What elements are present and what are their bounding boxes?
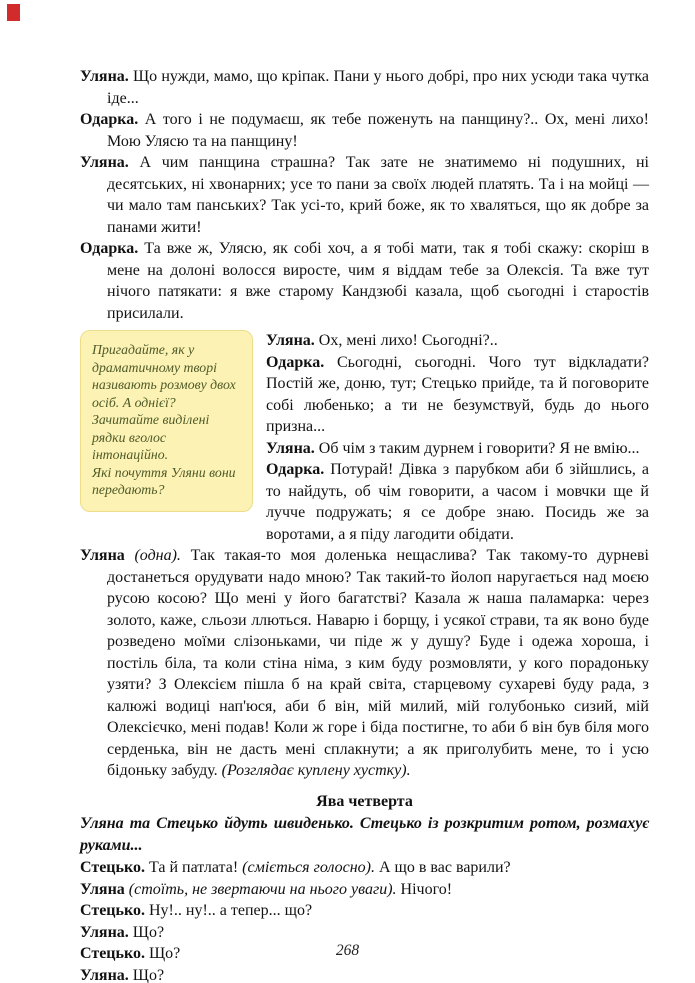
dialogue-text: Що? [128, 966, 165, 983]
aside-text-line: Зачитайте виділені рядки вголос інтонаційно. [92, 412, 210, 462]
speaker-name: Уляна. [266, 439, 315, 457]
dialogue-text: А чим панщина страшна? Так зате не знатимемо ні подушних, ні десятських, ні хвонарних; усе то пани за своїх людей платять. Та і на мойці — чи мало там панських? Так усі-то, крий боже, як то хваляться, що як добре за панами жити! [107, 154, 649, 236]
dialogue-text: Що нужди, мамо, що кріпак. Пани у нього добрі, про них усюди така чутка іде... [107, 68, 649, 107]
dialogue-text: Ох, мені лихо! Сьогодні?.. [314, 332, 498, 349]
speaker-name: Стецько. [80, 902, 145, 919]
aside-text-line: Які почуття Уляни вони передають? [92, 464, 236, 497]
speaker-name: Уляна. [80, 154, 129, 171]
uliana-monologue-section [80, 545, 649, 782]
speaker-name: Одарка. [266, 353, 325, 371]
dialogue-text: Так такая-то моя доленька нещаслива? Так такому-то дурневі достанеться орудувати надо мною? Так такий-то йолоп наругається над моєю русою косою? Що мені у його багатстві? Казала ж наша паламарка: через золото, каже, сльози ллються. Наварю і борщу, і усякої страви, та як воно буде розведено моїми слізоньками, чи піде ж у душу? Буде і одежа хороша, і постіль біла, та коли стіна німа, з ким буду розмовляти, у кого порадоньку узяти? З Олексієм пішла б на край світа, старцевому сухареві буду рада, з калюжі водиці нап'юся, аби б він, мій милий, мій голубонько сизий, мій Олексієчко, мені подав! Коли ж горе і біда постигне, то аби б він був біля мого серденька, він не дасть мені сплакнути; а як приголубить мене, то і усю бідоньку забуду. [107, 547, 650, 779]
red-corner-mark [7, 4, 20, 21]
dialogue-paragraph [80, 152, 649, 238]
dialogue-paragraph [266, 438, 649, 460]
page-number: 268 [335, 941, 360, 959]
dialogue-text: Ну!.. ну!.. а тепер... що? [145, 902, 313, 919]
dialogue-text: Та й патлата! [145, 859, 243, 876]
speaker-name: Стецько. [80, 945, 145, 962]
dialogue-text: А що в вас варили? [375, 859, 511, 876]
speaker-name: Одарка. [266, 461, 325, 478]
stage-direction-inline: (Розглядає куплену хустку). [221, 762, 411, 779]
dialogue-text: Об чім з таким дурнем і говорити? Я не вмію... [314, 439, 640, 457]
stage-direction-inline: (одна). [134, 547, 181, 564]
dialogue-paragraph [266, 330, 649, 352]
dialogue-scene-four-section [80, 857, 649, 983]
dialogue-top-section [80, 66, 649, 324]
aside-question-box [80, 330, 253, 512]
speaker-name: Одарка. [80, 111, 139, 128]
speaker-name: Стецько. [80, 859, 145, 876]
dialogue-paragraph [266, 352, 649, 438]
stage-direction-inline: (стоїть, не звертаючи на нього уваги). [128, 880, 397, 898]
speaker-name: Уляна. [80, 966, 129, 983]
aside-text-line: Пригадайте, як у драматичному творі називають розмову двох осіб. А однієї? [92, 342, 236, 410]
speaker-name: Уляна. [266, 332, 315, 349]
speaker-name: Уляна. [80, 68, 129, 85]
dialogue-paragraph [80, 109, 649, 152]
dialogue-paragraph [80, 900, 649, 922]
dialogue-text: Що? [145, 945, 181, 962]
dialogue-text: А того і не подумаєш, як тебе поженуть на панщину?.. Ох, мені лихо! Мою Улясю та на панщину! [107, 111, 649, 150]
speaker-name: Одарка. [80, 240, 139, 257]
scene-stage-direction: Уляна та Стецько йдуть швиденько. Стецько із розкритим ротом, розмахує руками... [80, 815, 649, 854]
dialogue-beside-aside [266, 330, 649, 545]
dialogue-paragraph [80, 857, 649, 879]
dialogue-paragraph [80, 238, 649, 324]
dialogue-text: Що? [128, 923, 165, 941]
dialogue-paragraph [266, 459, 649, 545]
stage-direction-inline: (сміється голосно). [242, 859, 375, 876]
dialogue-paragraph [80, 66, 649, 109]
mid-section [80, 330, 649, 545]
speaker-name: Уляна [80, 880, 129, 898]
dialogue-paragraph [80, 879, 649, 901]
dialogue-text: Нічого! [396, 880, 453, 898]
dialogue-paragraph [80, 545, 649, 782]
speaker-name: Уляна. [80, 923, 129, 941]
dialogue-paragraph [80, 965, 649, 983]
dialogue-text: Потурай! Дівка з парубком аби б зійшлись, а то найдуть, об чім говорити, а часом і мовчки ще й лучче подружать; я се добре знаю. Посидь же за воротами, а я піду лагодити обідати. [266, 461, 649, 543]
scene-heading: Ява четверта [316, 792, 413, 810]
dialogue-text: Та вже ж, Улясю, як собі хоч, а я тобі мати, так я тобі скажу: скоріш в мене на долоні волосся виросте, чим я віддам тебе за Олексія. Та вже тут нічого патякати: я вже старому Кандзюбі казала, щоб сьогодні і старостів присилали. [107, 240, 649, 322]
dialogue-text: Сьогодні, сьогодні. Чого тут відкладати? Постій же, доню, тут; Стецько прийде, та й поговорите собі любенько; а ти не безумствуй, будь до нього призна... [266, 353, 649, 435]
speaker-name: Уляна [80, 547, 135, 564]
